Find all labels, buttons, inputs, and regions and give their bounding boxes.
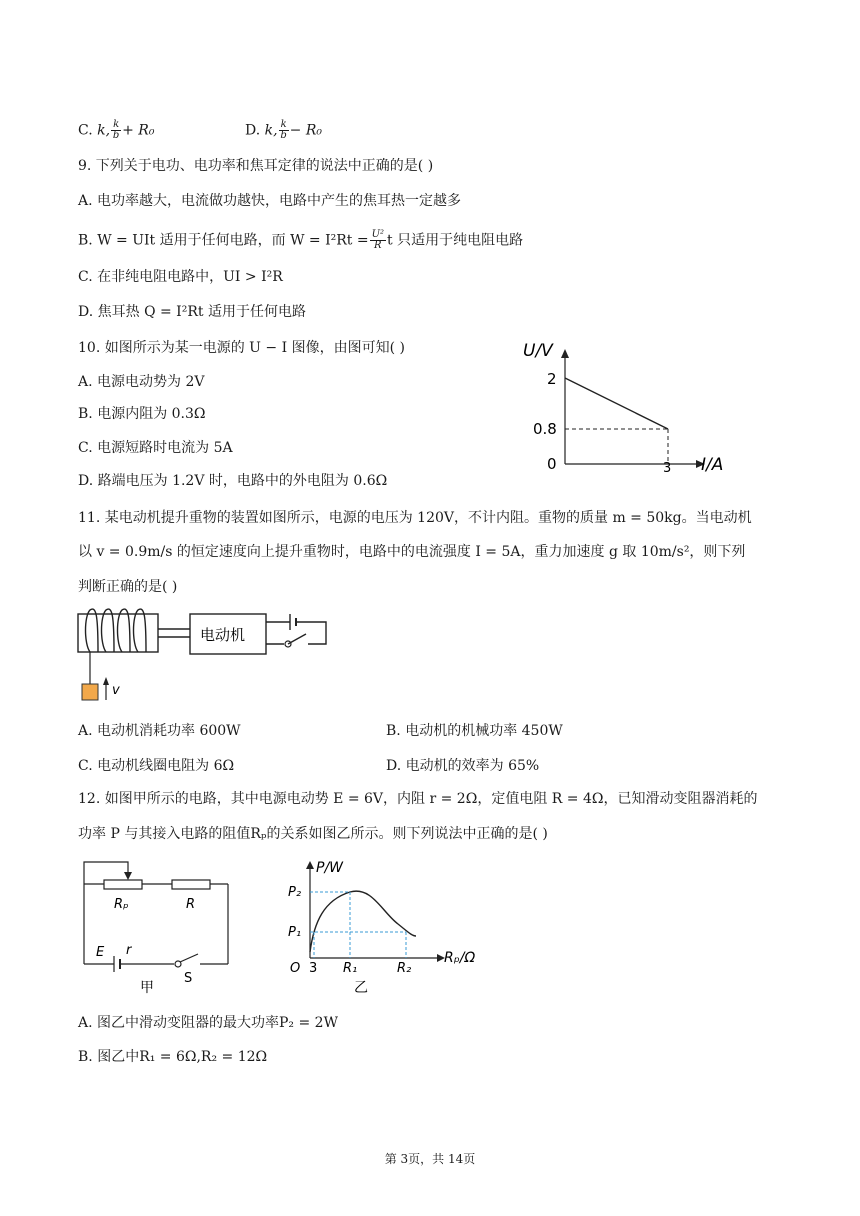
q11-option-c: C. 电动机线圈电阻为 6Ω [78,758,235,774]
p-axis-label: P/W [316,860,344,876]
q9-stem: 9. 下列关于电功、电功率和焦耳定律的说法中正确的是( ) [78,158,434,174]
q11-stem-line2: 以 v = 0.9m/s 的恒定速度向上提升重物时，电路中的电流强度 I = 5A，重力加速度 g 取 10m/s²，则下列 [78,544,746,560]
q10-option-a: A. 电源电动势为 2V [78,374,205,390]
q11-stem-line3: 判断正确的是( ) [78,579,178,595]
q12-option-b: B. 图乙中R₁ = 6Ω,R₂ = 12Ω [78,1049,268,1065]
q9-option-d: D. 焦耳热 Q = I²Rt 适用于任何电路 [78,304,306,320]
q10-stem: 10. 如图所示为某一电源的 U − I 图像，由图可知( ) [78,340,405,356]
q11-option-a: A. 电动机消耗功率 600W [78,723,241,739]
q11-stem-line1: 11. 某电动机提升重物的装置如图所示，电源的电压为 120V，不计内阻。重物的质量 m = 50kg。当电动机 [78,510,752,526]
x-tick-3: 3 [663,461,672,476]
x-tick-3: 3 [309,961,318,976]
circuit-diagram-jia [76,858,246,998]
ui-line [565,378,668,429]
power-graph-yi [280,852,480,998]
y-tick-p2: P₂ [288,885,302,900]
velocity-label: v [112,683,120,698]
q9-option-a: A. 电功率越大，电流做功越快，电路中产生的焦耳热一定越多 [78,193,462,209]
x-axis-label: Rₚ/Ω [444,950,476,966]
y-tick-2: 2 [547,370,557,388]
q10-option-b: B. 电源内阻为 0.3Ω [78,406,206,422]
q11-option-d: D. 电动机的效率为 65% [386,758,540,774]
q12-stem-line1: 12. 如图甲所示的电路，其中电源电动势 E = 6V，内阻 r = 2Ω，定值电阻 R = 4Ω，已知滑动变阻器消耗的 [78,791,758,807]
motor-label: 电动机 [200,626,246,644]
page-footer: 第 3页，共 14页 [384,1152,476,1166]
r-label: R [186,897,196,912]
q12-option-a: A. 图乙中滑动变阻器的最大功率P₂ = 2W [78,1015,338,1031]
ui-graph [515,336,745,476]
r-internal-label: r [126,943,132,958]
rp-label: Rₚ [114,897,129,912]
q8-option-d: D. k, $\frac{k}{b}$ − R₀ [245,119,322,141]
q9-option-b: B. W = UIt 适用于任何电路，而 W = I²Rt = $\frac{\text{U²}}{R}$ t 只适用于纯电阻电路 [78,229,524,251]
power-curve [310,891,416,952]
y-tick-0.8: 0.8 [533,420,557,438]
q10-option-c: C. 电源短路时电流为 5A [78,440,233,456]
y-tick-p1: P₁ [288,925,302,940]
circuit-caption: 甲 [140,980,154,996]
origin-label: 0 [547,455,557,473]
origin-label: O [290,961,301,976]
e-label: E [96,945,105,960]
switch-label: S [184,971,193,986]
q10-option-d: D. 路端电压为 1.2V 时，电路中的外电阻为 0.6Ω [78,473,388,489]
q8-option-c: C. k, $\frac{k}{b}$ + R₀ [78,119,155,141]
y-axis-label: U/V [523,341,553,361]
fraction: $\frac{k}{b}$ [280,119,287,141]
graph-caption: 乙 [354,980,368,996]
x-tick-r2: R₂ [397,961,412,976]
q12-stem-line2: 功率 P 与其接入电路的阻值Rₚ的关系如图乙所示。则下列说法中正确的是( ) [78,826,548,842]
fraction: $\frac{\text{U²}}{R}$ [371,229,385,251]
q11-option-b: B. 电动机的机械功率 450W [386,723,563,739]
x-axis-label: I/A [701,455,724,475]
fraction: $\frac{k}{b}$ [112,119,120,141]
motor-diagram [76,604,332,704]
q9-option-c: C. 在非纯电阻电路中，UI > I²R [78,269,283,285]
x-tick-r1: R₁ [343,961,358,976]
